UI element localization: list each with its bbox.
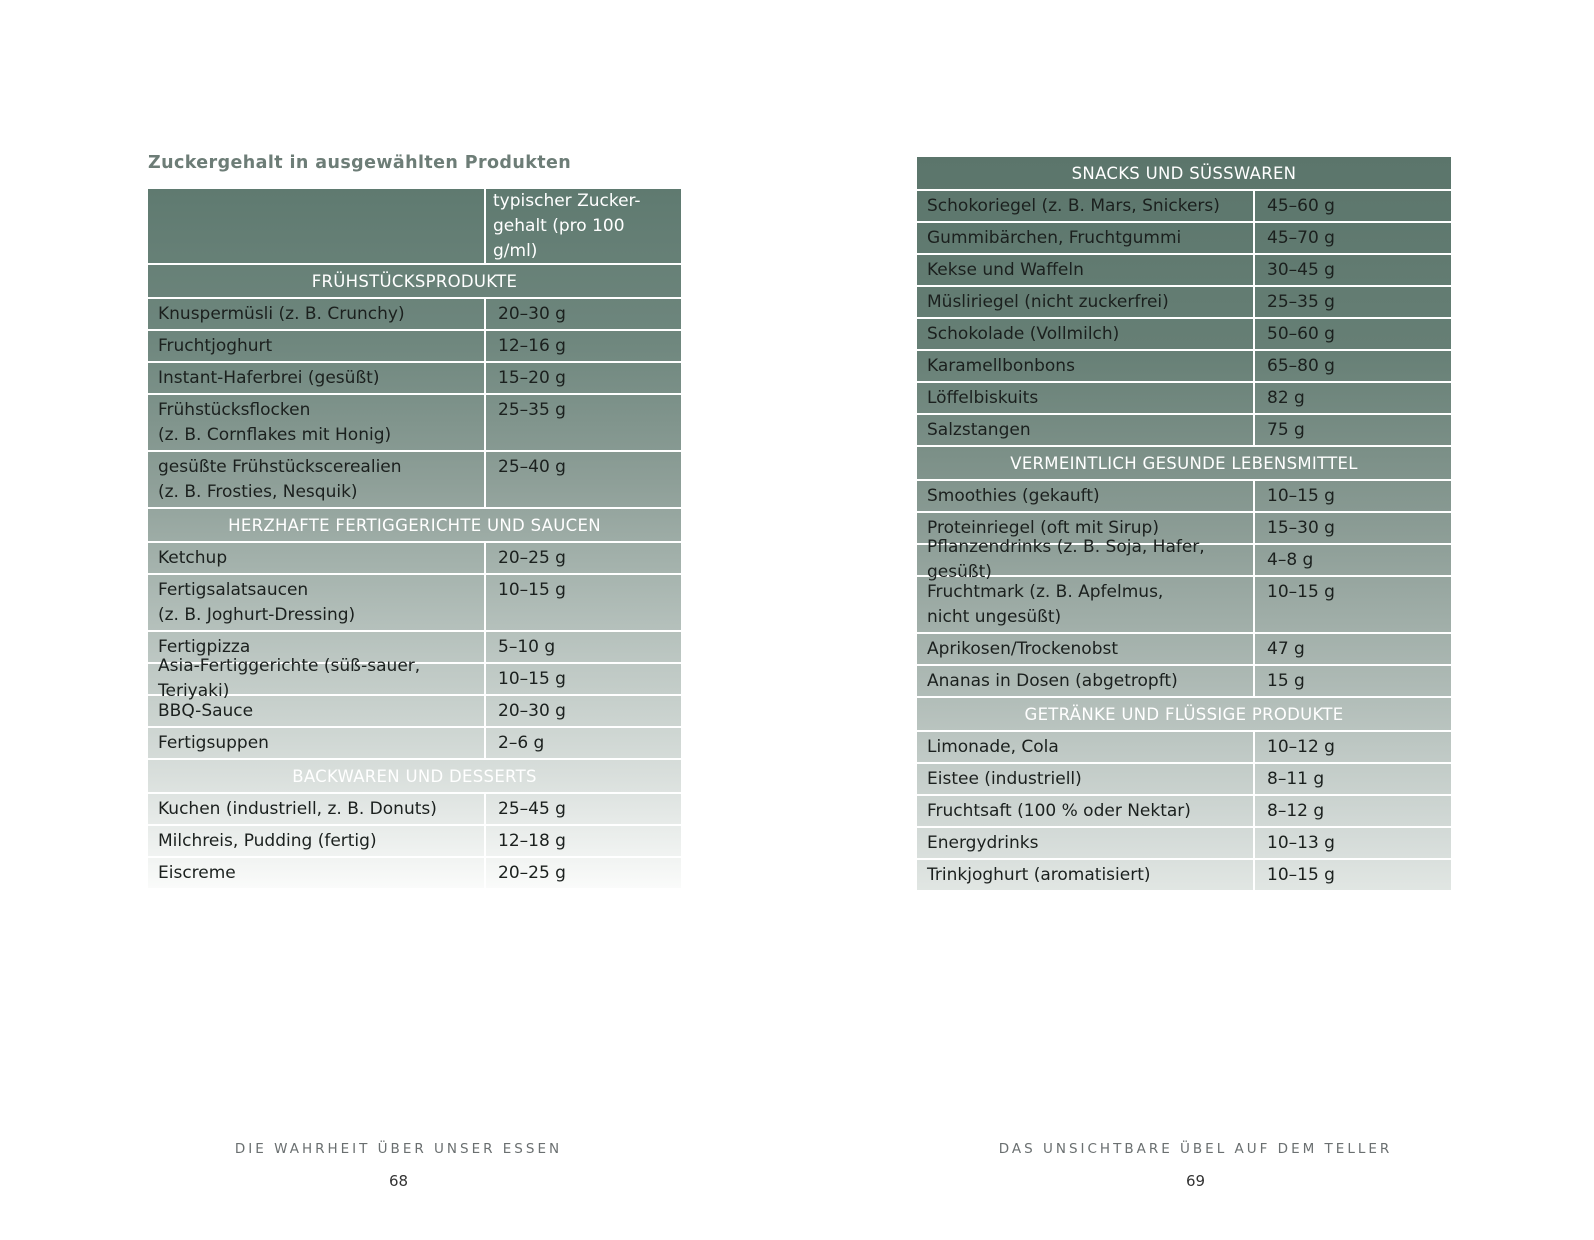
product-name (927, 863, 1151, 888)
product-name (927, 258, 1084, 283)
table-row (148, 656, 681, 701)
product-name (158, 398, 391, 448)
product-name (927, 637, 1118, 662)
product-cell (917, 415, 1255, 445)
table-row (148, 858, 681, 888)
product-name (927, 290, 1169, 315)
product-cell (917, 666, 1255, 696)
section-heading: HERZHAFTE FERTIGGERICHTE UND SAUCEN (148, 509, 681, 543)
product-name-line: Gummibärchen, Fruchtgummi (927, 227, 1182, 248)
section-heading: SNACKS UND SÜSSWAREN (917, 157, 1451, 191)
table-row (917, 255, 1451, 287)
table-row (917, 319, 1451, 351)
table-row (917, 415, 1451, 447)
header-product-cell (148, 189, 486, 263)
product-name-line: Pflanzendrinks (z. B. Soja, Hafer, gesüßt) (927, 537, 1205, 582)
product-name-line: Knuspermüsli (z. B. Crunchy) (158, 303, 405, 324)
table-title: Zuckergehalt in ausgewählten Produkten (148, 153, 572, 173)
product-name-line: Fruchtsaft (100 % oder Nektar) (927, 800, 1191, 821)
product-name (158, 699, 253, 724)
product-name (927, 354, 1075, 379)
product-name-line: (z. B. Cornflakes mit Honig) (158, 425, 392, 445)
sugar-value: 10–15 g (498, 580, 566, 600)
product-name-line: Löffelbiskuits (927, 387, 1039, 408)
product-name (158, 302, 405, 327)
sugar-value: 82 g (1267, 387, 1305, 408)
sugar-value: 10–13 g (1267, 832, 1335, 853)
table-row (148, 696, 681, 728)
sugar-value: 45–60 g (1267, 195, 1335, 216)
product-cell (917, 577, 1255, 632)
sugar-value: 25–40 g (498, 457, 566, 477)
product-cell (148, 728, 486, 758)
product-name (927, 831, 1039, 856)
product-name-line: nicht ungesüßt) (927, 607, 1062, 627)
running-footer: DIE WAHRHEIT ÜBER UNSER ESSEN (234, 1141, 563, 1157)
sugar-value: 47 g (1267, 638, 1305, 659)
table-row (148, 363, 681, 395)
product-name (927, 386, 1038, 411)
table-row (917, 577, 1451, 634)
product-name (927, 194, 1220, 219)
page-number: 68 (388, 1172, 409, 1190)
sugar-value: 4–8 g (1267, 549, 1314, 570)
table-row (148, 543, 681, 575)
product-name-line: BBQ-Sauce (158, 700, 254, 721)
product-cell (917, 796, 1255, 826)
product-cell (148, 395, 486, 450)
table-row (148, 331, 681, 363)
product-cell (148, 452, 486, 507)
product-cell (917, 828, 1255, 858)
header-sugar-line2: gehalt (pro 100 g/ml) (493, 215, 625, 261)
product-cell (148, 858, 486, 888)
product-name (158, 546, 227, 571)
table-row (148, 794, 681, 826)
sugar-value: 20–30 g (498, 303, 566, 324)
sugar-value: 25–35 g (1267, 291, 1335, 312)
product-name-line: Müsliriegel (nicht zuckerfrei) (927, 291, 1169, 312)
product-name-line: Ketchup (158, 547, 228, 568)
sugar-value: 25–35 g (498, 400, 566, 420)
section-heading: VERMEINTLICH GESUNDE LEBENSMITTEL (917, 447, 1451, 481)
product-name (158, 578, 355, 628)
sugar-value: 2–6 g (498, 732, 545, 753)
table-row (917, 383, 1451, 415)
table-row (917, 764, 1451, 796)
product-cell (917, 383, 1255, 413)
product-name-line: Fertigsalatsaucen (158, 580, 309, 600)
table-row (917, 860, 1451, 890)
product-name-line: Salzstangen (927, 419, 1031, 440)
product-name-line: Fertigpizza (158, 636, 251, 657)
section-heading: GETRÄNKE UND FLÜSSIGE PRODUKTE (917, 698, 1451, 732)
product-cell (148, 543, 486, 573)
sugar-value: 10–15 g (1267, 485, 1335, 506)
product-name-line: Eiscreme (158, 862, 236, 883)
product-name-line: Fruchtjoghurt (158, 335, 273, 356)
product-name (158, 797, 437, 822)
header-sugar-cell (486, 189, 681, 263)
product-cell (917, 255, 1255, 285)
product-cell (148, 331, 486, 361)
product-name-line: Asia-Fertiggerichte (süß-sauer, Teriyaki) (158, 656, 421, 701)
product-name (927, 322, 1119, 347)
sugar-value: 12–18 g (498, 830, 566, 851)
running-footer: DAS UNSICHTBARE ÜBEL AUF DEM TELLER (998, 1141, 1393, 1157)
product-cell (148, 299, 486, 329)
table-row (917, 223, 1451, 255)
product-name-line: Milchreis, Pudding (fertig) (158, 830, 377, 851)
product-name-line: Karamellbonbons (927, 355, 1075, 376)
product-name (158, 731, 269, 756)
product-name-line: Kekse und Waffeln (927, 259, 1084, 280)
product-cell (148, 696, 486, 726)
table-row (148, 299, 681, 331)
sugar-value: 75 g (1267, 419, 1305, 440)
product-name (927, 580, 1163, 630)
sugar-table-right (917, 157, 1451, 890)
sugar-value: 12–16 g (498, 335, 566, 356)
sugar-value: 10–15 g (1267, 864, 1335, 885)
page-number: 69 (1185, 1172, 1206, 1190)
product-name-line: Proteinriegel (oft mit Sirup) (927, 517, 1159, 538)
product-cell (148, 826, 486, 856)
product-name-line: Eistee (industriell) (927, 768, 1082, 789)
product-name-line: Schokolade (Vollmilch) (927, 323, 1120, 344)
product-cell (917, 860, 1255, 890)
product-name-line: Kuchen (industriell, z. B. Donuts) (158, 798, 437, 819)
product-cell (917, 191, 1255, 221)
product-name (927, 767, 1082, 792)
product-name (927, 735, 1059, 760)
product-name (158, 334, 272, 359)
product-cell (917, 319, 1255, 349)
product-name (927, 669, 1178, 694)
sugar-value: 20–25 g (498, 547, 566, 568)
product-name-line: Energydrinks (927, 832, 1039, 853)
sugar-value: 15–20 g (498, 367, 566, 388)
product-cell (917, 223, 1255, 253)
product-name-line: Frühstücksflocken (158, 400, 311, 420)
product-cell (148, 575, 486, 630)
sugar-value: 8–11 g (1267, 768, 1325, 789)
product-name-line: Aprikosen/Trockenobst (927, 638, 1119, 659)
product-cell (917, 634, 1255, 664)
product-name-line: Fruchtmark (z. B. Apfelmus, (927, 582, 1164, 602)
sugar-value: 10–15 g (1267, 582, 1335, 602)
table-row (148, 395, 681, 452)
sugar-value: 8–12 g (1267, 800, 1325, 821)
table-row (917, 191, 1451, 223)
table-header-row (148, 189, 681, 265)
sugar-value: 15–30 g (1267, 517, 1335, 538)
table-row (917, 537, 1451, 582)
sugar-value: 45–70 g (1267, 227, 1335, 248)
product-name-line: Trinkjoghurt (aromatisiert) (927, 864, 1151, 885)
section-heading: BACKWAREN UND DESSERTS (148, 760, 681, 794)
product-name-line: gesüßte Frühstückscerealien (158, 457, 402, 477)
sugar-value: 50–60 g (1267, 323, 1335, 344)
sugar-value: 25–45 g (498, 798, 566, 819)
header-sugar-line1: typischer Zucker- (493, 190, 641, 211)
product-cell (917, 537, 1255, 582)
product-cell (917, 287, 1255, 317)
table-row (917, 828, 1451, 860)
product-name-line: Fertigsuppen (158, 732, 269, 753)
product-name-line: Instant-Haferbrei (gesüßt) (158, 367, 380, 388)
sugar-value: 10–15 g (498, 668, 566, 689)
product-name (158, 455, 402, 505)
product-cell (917, 351, 1255, 381)
product-cell (148, 794, 486, 824)
product-name (927, 799, 1191, 824)
table-row (917, 732, 1451, 764)
sugar-value: 30–45 g (1267, 259, 1335, 280)
table-row (917, 634, 1451, 666)
product-name-line: Limonade, Cola (927, 736, 1059, 757)
product-name (927, 418, 1031, 443)
product-cell (148, 363, 486, 393)
sugar-value: 5–10 g (498, 636, 556, 657)
sugar-value: 15 g (1267, 670, 1305, 691)
table-row (917, 796, 1451, 828)
sugar-value: 20–30 g (498, 700, 566, 721)
product-name-line: Ananas in Dosen (abgetropft) (927, 670, 1178, 691)
table-row (917, 666, 1451, 698)
right-page (797, 0, 1594, 1240)
table-row (917, 287, 1451, 319)
section-heading: FRÜHSTÜCKSPRODUKTE (148, 265, 681, 299)
table-row (917, 351, 1451, 383)
product-cell (917, 481, 1255, 511)
product-name-line: Smoothies (gekauft) (927, 485, 1100, 506)
sugar-value: 10–12 g (1267, 736, 1335, 757)
sugar-value: 65–80 g (1267, 355, 1335, 376)
table-row (148, 728, 681, 760)
sugar-value: 20–25 g (498, 862, 566, 883)
product-name-line: (z. B. Joghurt-Dressing) (158, 605, 356, 625)
table-row (148, 826, 681, 858)
sugar-table-left (148, 189, 681, 888)
product-name (927, 226, 1181, 251)
product-name-line: Schokoriegel (z. B. Mars, Snickers) (927, 195, 1220, 216)
table-row (917, 481, 1451, 513)
product-name-line: (z. B. Frosties, Nesquik) (158, 482, 358, 502)
product-cell (917, 764, 1255, 794)
product-cell (917, 732, 1255, 762)
product-name (158, 829, 377, 854)
product-name (158, 366, 379, 391)
product-name (927, 484, 1100, 509)
product-cell (148, 656, 486, 701)
product-name (158, 861, 236, 886)
table-row (148, 452, 681, 509)
table-row (148, 575, 681, 632)
